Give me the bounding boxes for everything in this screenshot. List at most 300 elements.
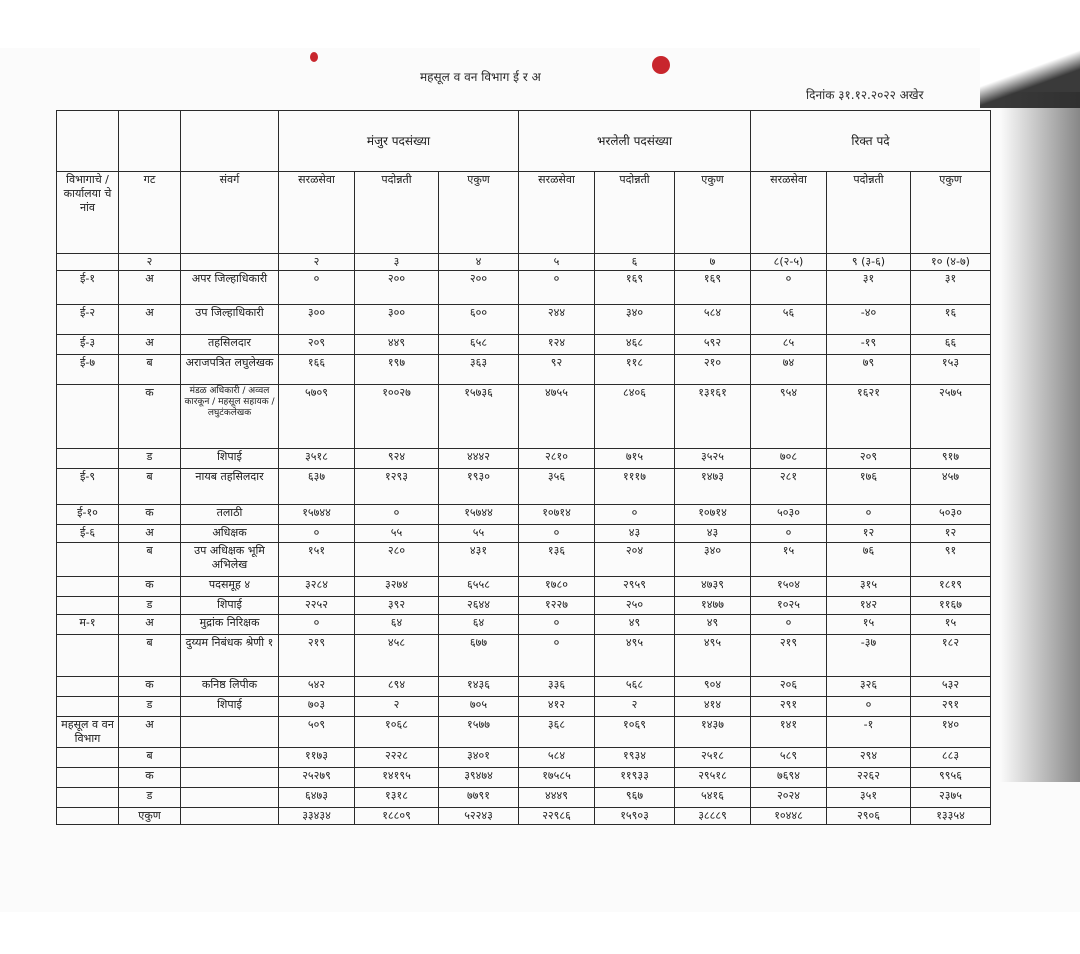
report-date: दिनांक ३१.१२.२०२२ अखेर: [806, 88, 924, 102]
value-cell: २९१: [751, 697, 827, 717]
value-cell: ११९३३: [595, 768, 675, 788]
value-cell: १४१: [751, 717, 827, 748]
dept-cell: [57, 808, 119, 825]
gat-cell: ब: [119, 748, 181, 768]
value-cell: ४४४२: [439, 449, 519, 469]
value-cell: ४३: [675, 525, 751, 543]
value-cell: ४१४: [675, 697, 751, 717]
number-cell: ३: [355, 254, 439, 271]
value-cell: ६६: [911, 335, 991, 355]
gat-header: गट: [119, 172, 181, 254]
value-cell: ३६८: [519, 717, 595, 748]
value-cell: २५०: [595, 597, 675, 615]
table-row: [57, 335, 991, 355]
table-row: [57, 505, 991, 525]
value-cell: ४७५५: [519, 385, 595, 449]
value-cell: २८१: [751, 469, 827, 505]
value-cell: २: [355, 697, 439, 717]
dept-cell: [57, 788, 119, 808]
value-cell: १५०४: [751, 577, 827, 597]
value-cell: ३१५: [827, 577, 911, 597]
gat-cell: अ: [119, 717, 181, 748]
value-cell: ३५१८: [279, 449, 355, 469]
value-cell: १०२५: [751, 597, 827, 615]
column-number-row: [57, 254, 991, 271]
dept-cell: [57, 543, 119, 577]
value-cell: ४९: [675, 615, 751, 635]
cadre-cell: अपर जिल्हाधिकारी: [181, 271, 279, 305]
dept-cell: [57, 597, 119, 615]
value-cell: २३७५: [911, 788, 991, 808]
value-cell: -१९: [827, 335, 911, 355]
table-row: [57, 677, 991, 697]
filled-group-header: भरलेली पदसंख्या: [519, 111, 751, 172]
value-cell: ७६९४: [751, 768, 827, 788]
value-cell: ३५२५: [675, 449, 751, 469]
total-header: एकुण: [439, 172, 519, 254]
value-cell: २: [595, 697, 675, 717]
value-cell: १६९: [675, 271, 751, 305]
table-row: [57, 808, 991, 825]
dept-header: विभागाचे / कार्यालया चे नांव: [57, 172, 119, 254]
cadre-cell: [181, 748, 279, 768]
value-cell: ३४०: [595, 305, 675, 335]
value-cell: ९१: [911, 543, 991, 577]
table-row: [57, 355, 991, 385]
value-cell: ६७७: [439, 635, 519, 677]
value-cell: ५०९: [279, 717, 355, 748]
value-cell: १८२: [911, 635, 991, 677]
dept-cell: [57, 449, 119, 469]
value-cell: १२४: [519, 335, 595, 355]
value-cell: ०: [751, 271, 827, 305]
value-cell: १११७: [595, 469, 675, 505]
value-cell: १२: [827, 525, 911, 543]
gat-cell: क: [119, 505, 181, 525]
value-cell: १४२: [827, 597, 911, 615]
cadre-cell: पदसमूह ४: [181, 577, 279, 597]
number-cell: ८(२-५): [751, 254, 827, 271]
gat-cell: अ: [119, 335, 181, 355]
value-cell: १५७४४: [439, 505, 519, 525]
value-cell: १४७३: [675, 469, 751, 505]
value-cell: २२९८६: [519, 808, 595, 825]
value-cell: ३५६: [519, 469, 595, 505]
gat-cell: ड: [119, 597, 181, 615]
value-cell: ७१५: [595, 449, 675, 469]
value-cell: २१९: [279, 635, 355, 677]
value-cell: ३६३: [439, 355, 519, 385]
table-row: [57, 768, 991, 788]
number-cell: १० (४-७): [911, 254, 991, 271]
value-cell: ५८४: [519, 748, 595, 768]
value-cell: १२९३: [355, 469, 439, 505]
blank-header: [119, 111, 181, 172]
value-cell: १४७७: [675, 597, 751, 615]
cadre-cell: शिपाई: [181, 597, 279, 615]
value-cell: २०६: [751, 677, 827, 697]
viewer-bottom-bar: [0, 912, 1080, 954]
dept-cell: ई-२: [57, 305, 119, 335]
value-cell: -३७: [827, 635, 911, 677]
viewer-top-bar: [0, 0, 1080, 48]
value-cell: १४३७: [675, 717, 751, 748]
value-cell: ३००: [279, 305, 355, 335]
value-cell: ५६८: [595, 677, 675, 697]
value-cell: ०: [751, 525, 827, 543]
cadre-cell: शिपाई: [181, 449, 279, 469]
value-cell: ६४: [355, 615, 439, 635]
gat-cell: अ: [119, 525, 181, 543]
value-cell: ५६: [751, 305, 827, 335]
value-cell: ११७३: [279, 748, 355, 768]
department-title: महसूल व वन विभाग ई र अ: [420, 70, 541, 84]
promotion-header: पदोन्नती: [827, 172, 911, 254]
sanctioned-group-header: मंजुर पदसंख्या: [279, 111, 519, 172]
value-cell: २००: [355, 271, 439, 305]
value-cell: २४४: [519, 305, 595, 335]
number-cell: ४: [439, 254, 519, 271]
value-cell: १३६: [519, 543, 595, 577]
value-cell: २२६२: [827, 768, 911, 788]
value-cell: १००२७: [355, 385, 439, 449]
table-row: [57, 385, 991, 449]
gat-cell: ड: [119, 788, 181, 808]
value-cell: ७७९१: [439, 788, 519, 808]
table-row: [57, 577, 991, 597]
gat-cell: क: [119, 677, 181, 697]
value-cell: १६२१: [827, 385, 911, 449]
cadre-cell: अधिक्षक: [181, 525, 279, 543]
cadre-cell: तहसिलदार: [181, 335, 279, 355]
table-row: [57, 697, 991, 717]
dept-cell: ई-३: [57, 335, 119, 355]
value-cell: १७८०: [519, 577, 595, 597]
gat-cell: ब: [119, 543, 181, 577]
value-cell: १५: [751, 543, 827, 577]
vacant-group-header: रिक्त पदे: [751, 111, 991, 172]
number-cell: [181, 254, 279, 271]
value-cell: ४९५: [595, 635, 675, 677]
value-cell: १५३: [911, 355, 991, 385]
promotion-header: पदोन्नती: [595, 172, 675, 254]
value-cell: -४०: [827, 305, 911, 335]
value-cell: ३२६: [827, 677, 911, 697]
gat-cell: ब: [119, 355, 181, 385]
value-cell: १४१९५: [355, 768, 439, 788]
value-cell: ४९: [595, 615, 675, 635]
number-cell: ७: [675, 254, 751, 271]
value-cell: ०: [279, 271, 355, 305]
value-cell: ५४१६: [675, 788, 751, 808]
value-cell: १५९०३: [595, 808, 675, 825]
value-cell: १९७: [355, 355, 439, 385]
value-cell: ९९५६: [911, 768, 991, 788]
promotion-header: पदोन्नती: [355, 172, 439, 254]
value-cell: ७०३: [279, 697, 355, 717]
dept-cell: ई-६: [57, 525, 119, 543]
cadre-header: संवर्ग: [181, 172, 279, 254]
value-cell: ३४०१: [439, 748, 519, 768]
dept-cell: महसूल व वन विभाग: [57, 717, 119, 748]
gat-cell: ड: [119, 449, 181, 469]
value-cell: २९४: [827, 748, 911, 768]
value-cell: ८४०६: [595, 385, 675, 449]
value-cell: ३२७४: [355, 577, 439, 597]
value-cell: २५१८: [675, 748, 751, 768]
gat-cell: अ: [119, 615, 181, 635]
value-cell: ५०३०: [911, 505, 991, 525]
gat-cell: ब: [119, 469, 181, 505]
value-cell: ०: [355, 505, 439, 525]
value-cell: २५७५: [911, 385, 991, 449]
value-cell: २१०: [675, 355, 751, 385]
value-cell: ०: [595, 505, 675, 525]
value-cell: १०४४८: [751, 808, 827, 825]
dept-cell: ई-१०: [57, 505, 119, 525]
table-row: [57, 717, 991, 748]
cadre-cell: दुय्यम निबंधक श्रेणी १: [181, 635, 279, 677]
value-cell: ९२४: [355, 449, 439, 469]
value-cell: ६५५८: [439, 577, 519, 597]
value-cell: ३८८८९: [675, 808, 751, 825]
value-cell: ०: [827, 697, 911, 717]
gat-cell: अ: [119, 271, 181, 305]
value-cell: ३२८४: [279, 577, 355, 597]
value-cell: ०: [519, 615, 595, 635]
direct-header: सरळसेवा: [279, 172, 355, 254]
value-cell: १७६: [827, 469, 911, 505]
value-cell: १३३५४: [911, 808, 991, 825]
value-cell: ६००: [439, 305, 519, 335]
total-header: एकुण: [675, 172, 751, 254]
dept-cell: [57, 577, 119, 597]
table-row: [57, 449, 991, 469]
gat-cell: अ: [119, 305, 181, 335]
dept-cell: [57, 635, 119, 677]
gat-cell: क: [119, 768, 181, 788]
value-cell: २९५१८: [675, 768, 751, 788]
value-cell: २००: [439, 271, 519, 305]
value-cell: १३१८: [355, 788, 439, 808]
value-cell: ०: [519, 271, 595, 305]
value-cell: २०९: [279, 335, 355, 355]
value-cell: १६६: [279, 355, 355, 385]
value-cell: ३९२: [355, 597, 439, 615]
value-cell: ७४: [751, 355, 827, 385]
value-cell: १०६९: [595, 717, 675, 748]
value-cell: ३१: [827, 271, 911, 305]
value-cell: ०: [519, 635, 595, 677]
total-header: एकुण: [911, 172, 991, 254]
value-cell: ४६८: [595, 335, 675, 355]
dept-cell: ई-१: [57, 271, 119, 305]
gat-cell: ड: [119, 697, 181, 717]
value-cell: १८१९: [911, 577, 991, 597]
cadre-cell: तलाठी: [181, 505, 279, 525]
value-cell: ०: [827, 505, 911, 525]
value-cell: ५०३०: [751, 505, 827, 525]
table-row: [57, 597, 991, 615]
value-cell: ५८४: [675, 305, 751, 335]
value-cell: ३५१: [827, 788, 911, 808]
value-cell: १४०: [911, 717, 991, 748]
value-cell: ५४२: [279, 677, 355, 697]
number-cell: २: [119, 254, 181, 271]
dept-cell: [57, 697, 119, 717]
cadre-cell: कनिष्ठ लिपीक: [181, 677, 279, 697]
direct-header: सरळसेवा: [519, 172, 595, 254]
dept-cell: [57, 768, 119, 788]
value-cell: ७६: [827, 543, 911, 577]
value-cell: ५५: [439, 525, 519, 543]
cadre-cell: अराजपत्रित लघुलेखक: [181, 355, 279, 385]
cadre-cell: [181, 717, 279, 748]
value-cell: २९०६: [827, 808, 911, 825]
number-cell: ९ (३-६): [827, 254, 911, 271]
value-cell: ३१: [911, 271, 991, 305]
cadre-cell: [181, 768, 279, 788]
table-row: [57, 525, 991, 543]
direct-header: सरळसेवा: [751, 172, 827, 254]
value-cell: २८०: [355, 543, 439, 577]
number-cell: [57, 254, 119, 271]
value-cell: ७०५: [439, 697, 519, 717]
cadre-cell: शिपाई: [181, 697, 279, 717]
value-cell: -१: [827, 717, 911, 748]
cadre-cell: मंडळ अधिकारी / अव्वल कारकून / महसूल सहायक / लघुटंकलेखक: [181, 385, 279, 449]
table-row: [57, 615, 991, 635]
value-cell: १४३६: [439, 677, 519, 697]
pin-mark: [310, 52, 318, 62]
value-cell: २०९: [827, 449, 911, 469]
value-cell: ११८: [595, 355, 675, 385]
value-cell: ८५: [751, 335, 827, 355]
blank-header: [181, 111, 279, 172]
value-cell: २२२८: [355, 748, 439, 768]
table-row: [57, 271, 991, 305]
value-cell: ५९२: [675, 335, 751, 355]
value-cell: १३१६१: [675, 385, 751, 449]
cadre-cell: उप अधिक्षक भूमि अभिलेख: [181, 543, 279, 577]
value-cell: ७९: [827, 355, 911, 385]
table-row: [57, 748, 991, 768]
table-row: [57, 469, 991, 505]
table-row: [57, 635, 991, 677]
value-cell: १५: [911, 615, 991, 635]
value-cell: ३९४७४: [439, 768, 519, 788]
value-cell: १८८०९: [355, 808, 439, 825]
value-cell: ८९४: [355, 677, 439, 697]
value-cell: १०६८: [355, 717, 439, 748]
table-row: [57, 788, 991, 808]
value-cell: ०: [279, 525, 355, 543]
page-shadow: [1000, 92, 1080, 782]
value-cell: १५७३६: [439, 385, 519, 449]
value-cell: १६: [911, 305, 991, 335]
value-cell: १९३०: [439, 469, 519, 505]
value-cell: ९५४: [751, 385, 827, 449]
value-cell: ४५७: [911, 469, 991, 505]
value-cell: ४४४९: [519, 788, 595, 808]
gat-cell: एकुण: [119, 808, 181, 825]
value-cell: २१९: [751, 635, 827, 677]
value-cell: ९२: [519, 355, 595, 385]
group-header-row: [57, 111, 991, 172]
dept-cell: ई-७: [57, 355, 119, 385]
gat-cell: ब: [119, 635, 181, 677]
value-cell: ४३: [595, 525, 675, 543]
value-cell: ९१७: [911, 449, 991, 469]
value-cell: २०४: [595, 543, 675, 577]
number-cell: २: [279, 254, 355, 271]
value-cell: ३३४३४: [279, 808, 355, 825]
value-cell: ९६७: [595, 788, 675, 808]
value-cell: ८८३: [911, 748, 991, 768]
gat-cell: क: [119, 577, 181, 597]
blank-header: [57, 111, 119, 172]
value-cell: १६९: [595, 271, 675, 305]
value-cell: २९१: [911, 697, 991, 717]
cadre-cell: [181, 788, 279, 808]
value-cell: १२: [911, 525, 991, 543]
value-cell: ६५८: [439, 335, 519, 355]
value-cell: ०: [751, 615, 827, 635]
number-cell: ५: [519, 254, 595, 271]
dept-cell: [57, 677, 119, 697]
value-cell: ४५८: [355, 635, 439, 677]
cadre-cell: [181, 808, 279, 825]
value-cell: १०७१४: [675, 505, 751, 525]
value-cell: ०: [279, 615, 355, 635]
value-cell: ४९५: [675, 635, 751, 677]
value-cell: ४३१: [439, 543, 519, 577]
value-cell: ५३२: [911, 677, 991, 697]
value-cell: ४१२: [519, 697, 595, 717]
dept-cell: ई-९: [57, 469, 119, 505]
value-cell: ५२२४३: [439, 808, 519, 825]
value-cell: २८१०: [519, 449, 595, 469]
table-row: [57, 305, 991, 335]
dept-cell: [57, 748, 119, 768]
number-cell: ६: [595, 254, 675, 271]
value-cell: १२२७: [519, 597, 595, 615]
value-cell: ०: [519, 525, 595, 543]
column-header-row: [57, 172, 991, 254]
table-row: [57, 543, 991, 577]
value-cell: ३००: [355, 305, 439, 335]
dept-cell: [57, 385, 119, 449]
value-cell: ३३६: [519, 677, 595, 697]
value-cell: २५२७९: [279, 768, 355, 788]
pin-mark: [652, 56, 670, 74]
value-cell: १५: [827, 615, 911, 635]
value-cell: १९३४: [595, 748, 675, 768]
value-cell: ५८९: [751, 748, 827, 768]
value-cell: १०७१४: [519, 505, 595, 525]
value-cell: ७०८: [751, 449, 827, 469]
value-cell: २२५२: [279, 597, 355, 615]
gat-cell: क: [119, 385, 181, 449]
value-cell: ५७०९: [279, 385, 355, 449]
cadre-cell: उप जिल्हाधिकारी: [181, 305, 279, 335]
value-cell: २६४४: [439, 597, 519, 615]
value-cell: २९५९: [595, 577, 675, 597]
value-cell: १७५८५: [519, 768, 595, 788]
dept-cell: म-१: [57, 615, 119, 635]
value-cell: ६४: [439, 615, 519, 635]
value-cell: १५७४४: [279, 505, 355, 525]
